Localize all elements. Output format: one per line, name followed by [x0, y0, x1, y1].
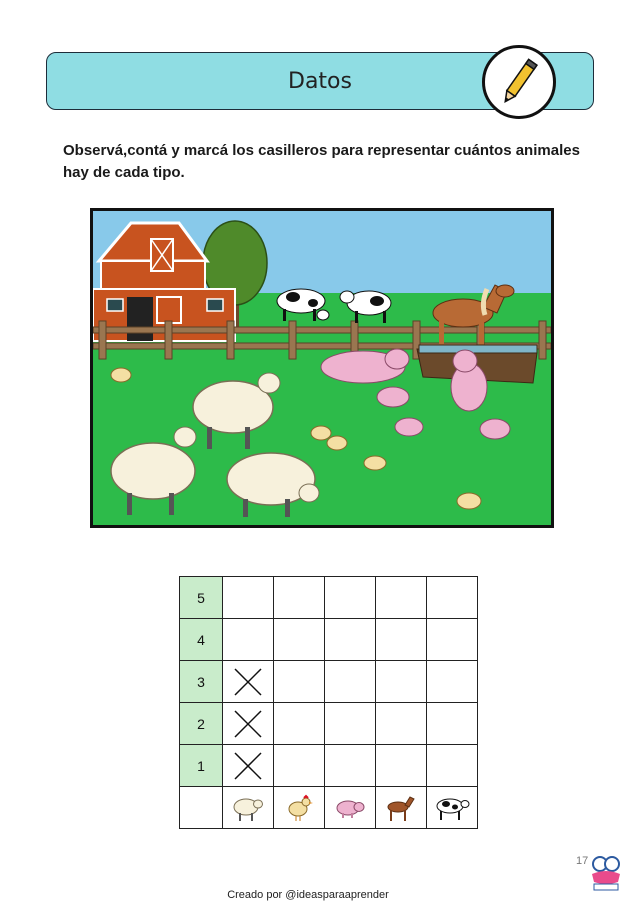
grid-cell-pig[interactable]: [325, 619, 376, 661]
cross-mark-icon: [232, 750, 264, 782]
grid-cell-pig[interactable]: [325, 661, 376, 703]
grid-cell-horse[interactable]: [376, 619, 427, 661]
grid-row: [180, 577, 478, 619]
farm-scene-illustration: [90, 208, 554, 528]
grid-cell-horse[interactable]: [376, 745, 427, 787]
footer-credit: Creado por @ideasparaaprender: [227, 889, 389, 901]
grid-cell-horse[interactable]: [376, 703, 427, 745]
grid-cell-hen[interactable]: [274, 577, 325, 619]
row-count-label: 2: [180, 703, 223, 745]
grid-row: [180, 703, 478, 745]
grid-cell-cow[interactable]: [427, 661, 478, 703]
grid-cell-hen[interactable]: [274, 745, 325, 787]
animal-icon-row: [180, 787, 478, 829]
pictograph-grid: [179, 576, 478, 829]
grid-cell-hen[interactable]: [274, 661, 325, 703]
instructions-text: Observá,contá y marcá los casilleros para representar cuántos animales hay de cada tipo.: [63, 142, 580, 181]
cross-mark-icon: [232, 708, 264, 740]
horse-icon: [376, 787, 427, 829]
grid-cell-cow[interactable]: [427, 619, 478, 661]
grid-row: [180, 745, 478, 787]
grid-cell-sheep[interactable]: [223, 577, 274, 619]
grid-cell-cow[interactable]: [427, 703, 478, 745]
pig-icon: [325, 787, 376, 829]
cross-mark-icon: [232, 666, 264, 698]
pig-icon: [377, 387, 409, 407]
cow-icon: [427, 787, 478, 829]
grid-row: [180, 661, 478, 703]
grid-cell-sheep[interactable]: [223, 619, 274, 661]
sheep-icon: [223, 787, 274, 829]
grid-cell-pig[interactable]: [325, 703, 376, 745]
row-count-label: 3: [180, 661, 223, 703]
pig-icon: [480, 419, 510, 439]
grid-row: [180, 619, 478, 661]
grid-cell-hen[interactable]: [274, 619, 325, 661]
grid-cell-pig[interactable]: [325, 745, 376, 787]
pencil-icon: [482, 45, 556, 119]
pig-icon: [395, 418, 423, 436]
grid-cell-horse[interactable]: [376, 577, 427, 619]
grid-cell-sheep[interactable]: [223, 745, 274, 787]
corner-cell: [180, 787, 223, 829]
grid-cell-pig[interactable]: [325, 577, 376, 619]
row-count-label: 5: [180, 577, 223, 619]
grid-cell-cow[interactable]: [427, 577, 478, 619]
page-number: 17: [576, 855, 589, 867]
grid-cell-sheep[interactable]: [223, 703, 274, 745]
grid-cell-sheep[interactable]: [223, 661, 274, 703]
ideas-logo-icon: [588, 852, 624, 892]
row-count-label: 4: [180, 619, 223, 661]
page-title: Datos: [288, 68, 352, 94]
grid-cell-horse[interactable]: [376, 661, 427, 703]
grid-cell-cow[interactable]: [427, 745, 478, 787]
hen-icon: [274, 787, 325, 829]
grid-cell-hen[interactable]: [274, 703, 325, 745]
row-count-label: 1: [180, 745, 223, 787]
